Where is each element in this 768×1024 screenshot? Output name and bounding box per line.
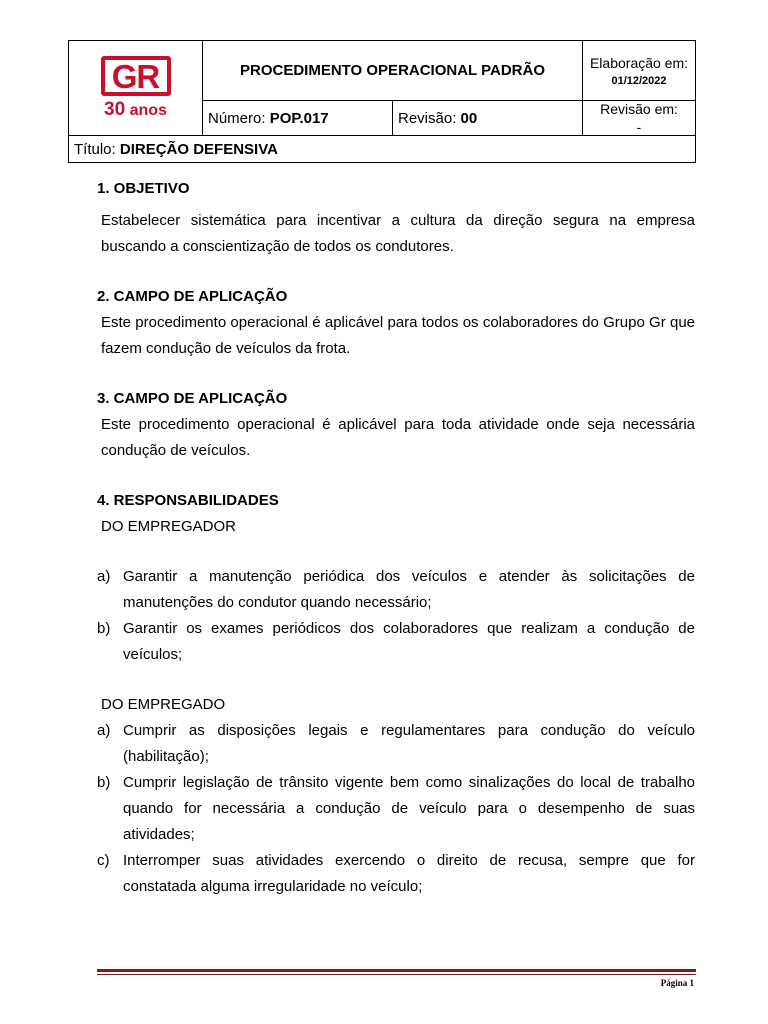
section-title-campo-aplicacao-1: 2. CAMPO DE APLICAÇÃO <box>97 288 288 305</box>
numero-cell: Número: POP.017 <box>203 101 393 136</box>
subsection-empregador: DO EMPREGADOR <box>101 518 237 535</box>
list-item: c) Interromper suas atividades exercendo o direito de recusa, sempre que for constatada alguma irregularidade no veículo; <box>97 852 695 895</box>
section-title-objetivo: 1. OBJETIVO <box>97 180 190 197</box>
section-text-objetivo: Estabelecer sistemática para incentivar a cultura da direção segura na empresa buscando a conscientização de todos os condutores. <box>101 212 695 255</box>
section-title-campo-aplicacao-2: 3. CAMPO DE APLICAÇÃO <box>97 390 288 407</box>
document-body <box>97 176 695 900</box>
revisao-em-label: Revisão em: <box>600 101 678 117</box>
footer-divider-thin <box>97 974 696 975</box>
elaboracao-cell <box>583 41 696 101</box>
subsection-empregado: DO EMPREGADO <box>101 696 226 713</box>
section-title-responsabilidades: 4. RESPONSABILIDADES <box>97 492 279 509</box>
logo-cell <box>69 41 203 136</box>
logo-anniversary: 30 anos <box>104 98 167 120</box>
revisao-value: 00 <box>460 109 478 127</box>
section-text-campo-aplicacao-1: Este procedimento operacional é aplicável para todos os colaboradores do Grupo Gr que fazem condução de veículos da frota. <box>101 314 695 357</box>
elaboracao-label: Elaboração em: <box>589 54 689 71</box>
revisao-em-value: - <box>636 119 642 135</box>
section-text-campo-aplicacao-2: Este procedimento operacional é aplicável para toda atividade onde seja necessária condução de veículos. <box>101 416 695 459</box>
titulo-value: DIREÇÃO DEFENSIVA <box>119 140 278 158</box>
doc-type-title: PROCEDIMENTO OPERACIONAL PADRÃO <box>203 41 583 101</box>
revisao-cell: Revisão: 00 <box>393 101 583 136</box>
list-item: a) Cumprir as disposições legais e regulamentares para condução do veículo (habilitação); <box>97 722 695 765</box>
numero-value: POP.017 <box>269 109 329 127</box>
list-item: b) Cumprir legislação de trânsito vigente bem como sinalizações do local de trabalho quando for necessária a condução de veículo para o desempenho de suas atividades; <box>97 774 695 843</box>
titulo-cell: Título: DIREÇÃO DEFENSIVA <box>69 136 696 163</box>
page-number: Página 1 <box>660 978 694 988</box>
list-item: b) Garantir os exames periódicos dos colaboradores que realizam a condução de veículos; <box>97 620 695 663</box>
list-item: a) Garantir a manutenção periódica dos veículos e atender às solicitações de manutenções do condutor quando necessário; <box>97 568 695 611</box>
elaboracao-date: 01/12/2022 <box>611 74 667 87</box>
document-header-table <box>68 40 696 163</box>
revisao-em-cell <box>583 101 696 136</box>
footer-divider-thick <box>97 969 696 972</box>
gr-logo: GR <box>101 56 171 96</box>
